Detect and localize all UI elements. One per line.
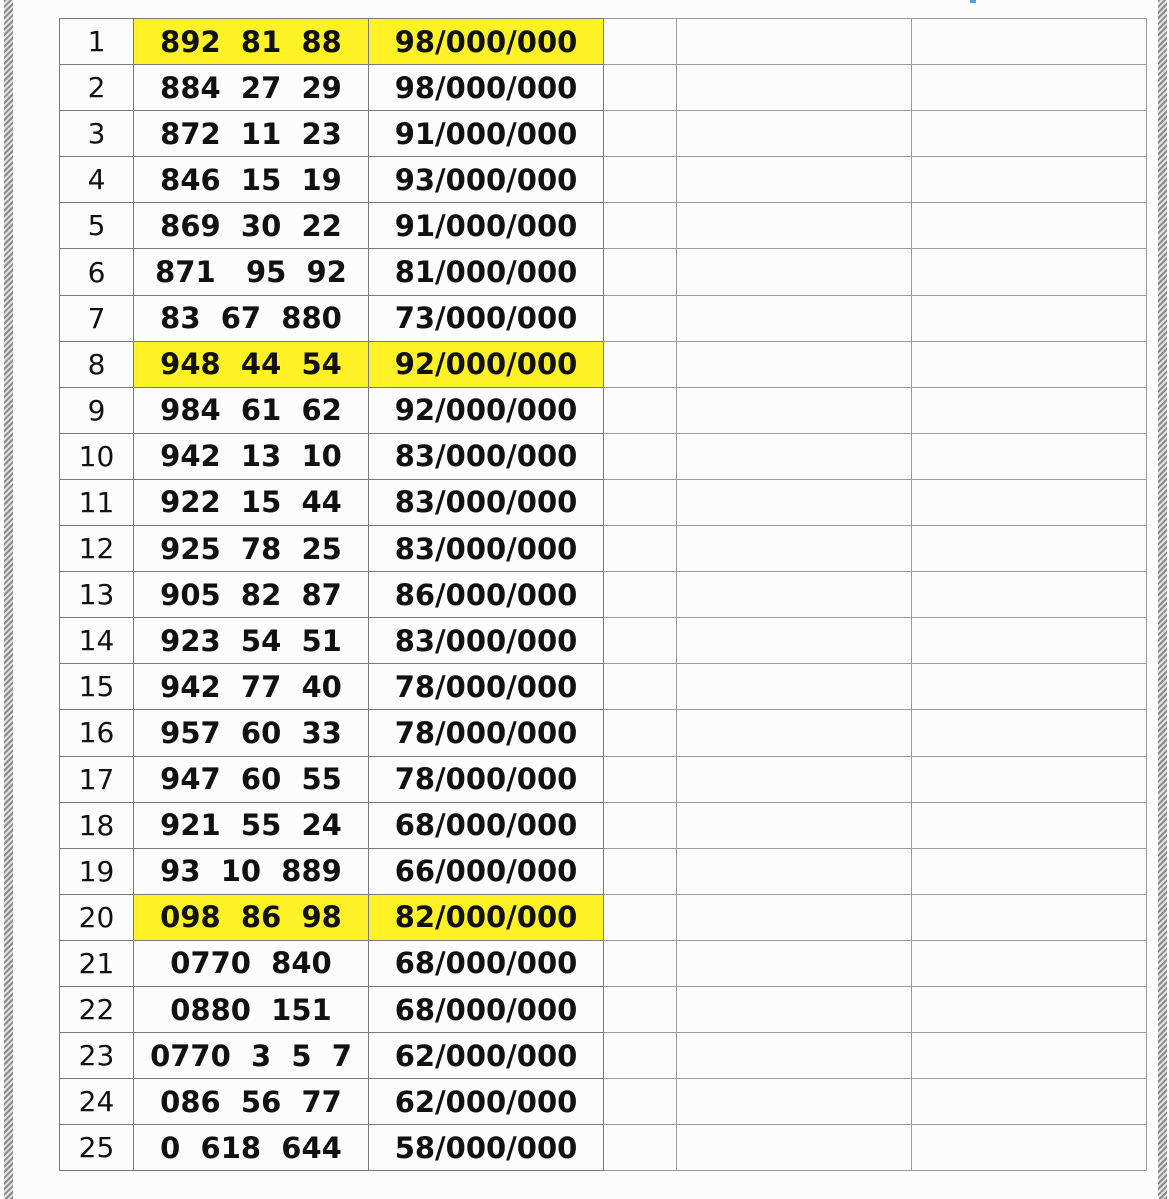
empty-cell <box>677 618 912 664</box>
table-row <box>60 848 1147 894</box>
price-cell: 58/000/000 <box>369 1125 604 1171</box>
phone-number-cell: 984 61 62 <box>134 387 369 433</box>
table-row <box>60 664 1147 710</box>
row-number-cell: 7 <box>60 295 134 341</box>
price-cell: 91/000/000 <box>369 203 604 249</box>
empty-cell <box>912 618 1147 664</box>
row-number-cell: 11 <box>60 479 134 525</box>
empty-cell <box>912 1125 1147 1171</box>
empty-cell <box>677 157 912 203</box>
phone-number-cell: 0770 840 <box>134 940 369 986</box>
table-row <box>60 618 1147 664</box>
phone-number-cell: 942 13 10 <box>134 433 369 479</box>
empty-cell <box>604 65 677 111</box>
row-number-cell: 19 <box>60 848 134 894</box>
empty-cell <box>604 387 677 433</box>
empty-cell <box>912 479 1147 525</box>
table-row <box>60 1033 1147 1079</box>
price-cell: 83/000/000 <box>369 618 604 664</box>
table-row <box>60 1125 1147 1171</box>
phone-number-cell: 922 15 44 <box>134 479 369 525</box>
empty-cell <box>912 1033 1147 1079</box>
empty-cell <box>677 1033 912 1079</box>
empty-cell <box>912 710 1147 756</box>
empty-cell <box>677 1125 912 1171</box>
row-number-cell: 23 <box>60 1033 134 1079</box>
empty-cell <box>604 341 677 387</box>
table-row <box>60 111 1147 157</box>
empty-cell <box>677 802 912 848</box>
price-table-body <box>60 19 1147 1171</box>
phone-number-cell: 0880 151 <box>134 986 369 1032</box>
row-number-cell: 1 <box>60 19 134 65</box>
phone-number-cell: 942 77 40 <box>134 664 369 710</box>
header-mark <box>970 0 976 3</box>
price-table <box>59 18 1147 1171</box>
empty-cell <box>677 756 912 802</box>
empty-cell <box>604 526 677 572</box>
row-number-cell: 2 <box>60 65 134 111</box>
empty-cell <box>604 894 677 940</box>
table-row <box>60 710 1147 756</box>
price-cell: 93/000/000 <box>369 157 604 203</box>
empty-cell <box>677 1079 912 1125</box>
empty-cell <box>604 433 677 479</box>
price-cell: 78/000/000 <box>369 710 604 756</box>
table-row <box>60 157 1147 203</box>
row-number-cell: 17 <box>60 756 134 802</box>
price-cell: 81/000/000 <box>369 249 604 295</box>
empty-cell <box>677 526 912 572</box>
table-row <box>60 756 1147 802</box>
phone-number-cell: 93 10 889 <box>134 848 369 894</box>
empty-cell <box>604 203 677 249</box>
empty-cell <box>604 295 677 341</box>
empty-cell <box>677 249 912 295</box>
empty-cell <box>604 572 677 618</box>
table-row <box>60 341 1147 387</box>
empty-cell <box>604 986 677 1032</box>
row-number-cell: 9 <box>60 387 134 433</box>
row-number-cell: 5 <box>60 203 134 249</box>
empty-cell <box>912 572 1147 618</box>
phone-number-cell: 884 27 29 <box>134 65 369 111</box>
table-row <box>60 479 1147 525</box>
empty-cell <box>677 848 912 894</box>
table-row <box>60 894 1147 940</box>
empty-cell <box>677 341 912 387</box>
row-number-cell: 12 <box>60 526 134 572</box>
price-cell: 73/000/000 <box>369 295 604 341</box>
empty-cell <box>604 802 677 848</box>
phone-number-cell: 947 60 55 <box>134 756 369 802</box>
empty-cell <box>677 65 912 111</box>
empty-cell <box>912 19 1147 65</box>
row-number-cell: 25 <box>60 1125 134 1171</box>
empty-cell <box>912 249 1147 295</box>
price-cell: 92/000/000 <box>369 341 604 387</box>
empty-cell <box>912 111 1147 157</box>
phone-number-cell: 098 86 98 <box>134 894 369 940</box>
row-number-cell: 14 <box>60 618 134 664</box>
empty-cell <box>604 710 677 756</box>
empty-cell <box>912 526 1147 572</box>
phone-number-cell: 83 67 880 <box>134 295 369 341</box>
phone-number-cell: 957 60 33 <box>134 710 369 756</box>
empty-cell <box>677 940 912 986</box>
phone-number-cell: 869 30 22 <box>134 203 369 249</box>
empty-cell <box>604 618 677 664</box>
row-number-cell: 22 <box>60 986 134 1032</box>
empty-cell <box>912 203 1147 249</box>
table-row <box>60 203 1147 249</box>
price-cell: 78/000/000 <box>369 756 604 802</box>
table-row <box>60 387 1147 433</box>
price-cell: 62/000/000 <box>369 1033 604 1079</box>
empty-cell <box>677 387 912 433</box>
empty-cell <box>912 894 1147 940</box>
empty-cell <box>912 664 1147 710</box>
table-row <box>60 433 1147 479</box>
table-row <box>60 295 1147 341</box>
row-number-cell: 8 <box>60 341 134 387</box>
empty-cell <box>912 295 1147 341</box>
price-cell: 83/000/000 <box>369 433 604 479</box>
phone-number-cell: 872 11 23 <box>134 111 369 157</box>
price-cell: 91/000/000 <box>369 111 604 157</box>
table-row <box>60 526 1147 572</box>
empty-cell <box>912 65 1147 111</box>
empty-cell <box>677 203 912 249</box>
empty-cell <box>604 1079 677 1125</box>
empty-cell <box>677 894 912 940</box>
table-row <box>60 940 1147 986</box>
phone-number-cell: 948 44 54 <box>134 341 369 387</box>
phone-number-cell: 892 81 88 <box>134 19 369 65</box>
price-cell: 66/000/000 <box>369 848 604 894</box>
table-row <box>60 802 1147 848</box>
price-cell: 68/000/000 <box>369 986 604 1032</box>
empty-cell <box>677 710 912 756</box>
price-cell: 98/000/000 <box>369 19 604 65</box>
table-row <box>60 986 1147 1032</box>
price-cell: 86/000/000 <box>369 572 604 618</box>
empty-cell <box>604 157 677 203</box>
empty-cell <box>912 756 1147 802</box>
empty-cell <box>677 295 912 341</box>
empty-cell <box>677 664 912 710</box>
price-cell: 83/000/000 <box>369 479 604 525</box>
row-number-cell: 16 <box>60 710 134 756</box>
table-row <box>60 1079 1147 1125</box>
empty-cell <box>677 19 912 65</box>
empty-cell <box>604 111 677 157</box>
row-number-cell: 13 <box>60 572 134 618</box>
empty-cell <box>604 1125 677 1171</box>
price-cell: 68/000/000 <box>369 940 604 986</box>
price-cell: 98/000/000 <box>369 65 604 111</box>
empty-cell <box>677 111 912 157</box>
row-number-cell: 10 <box>60 433 134 479</box>
price-cell: 92/000/000 <box>369 387 604 433</box>
empty-cell <box>912 341 1147 387</box>
empty-cell <box>604 664 677 710</box>
phone-number-cell: 0 618 644 <box>134 1125 369 1171</box>
phone-number-cell: 871 95 92 <box>134 249 369 295</box>
empty-cell <box>912 1079 1147 1125</box>
empty-cell <box>912 157 1147 203</box>
empty-cell <box>604 19 677 65</box>
table-row <box>60 65 1147 111</box>
empty-cell <box>912 848 1147 894</box>
table-row <box>60 249 1147 295</box>
empty-cell <box>677 572 912 618</box>
empty-cell <box>604 848 677 894</box>
empty-cell <box>604 479 677 525</box>
price-cell: 82/000/000 <box>369 894 604 940</box>
decorative-border-right <box>1158 0 1167 1199</box>
price-cell: 78/000/000 <box>369 664 604 710</box>
empty-cell <box>604 249 677 295</box>
price-cell: 62/000/000 <box>369 1079 604 1125</box>
row-number-cell: 21 <box>60 940 134 986</box>
phone-number-cell: 925 78 25 <box>134 526 369 572</box>
decorative-border-left <box>4 0 13 1199</box>
empty-cell <box>912 986 1147 1032</box>
phone-number-cell: 921 55 24 <box>134 802 369 848</box>
empty-cell <box>604 756 677 802</box>
row-number-cell: 15 <box>60 664 134 710</box>
phone-number-cell: 846 15 19 <box>134 157 369 203</box>
row-number-cell: 4 <box>60 157 134 203</box>
table-row <box>60 19 1147 65</box>
empty-cell <box>604 940 677 986</box>
row-number-cell: 6 <box>60 249 134 295</box>
empty-cell <box>912 387 1147 433</box>
empty-cell <box>912 802 1147 848</box>
price-cell: 68/000/000 <box>369 802 604 848</box>
empty-cell <box>677 986 912 1032</box>
price-cell: 83/000/000 <box>369 526 604 572</box>
row-number-cell: 18 <box>60 802 134 848</box>
phone-number-cell: 086 56 77 <box>134 1079 369 1125</box>
phone-number-cell: 0770 3 5 7 <box>134 1033 369 1079</box>
empty-cell <box>912 433 1147 479</box>
row-number-cell: 3 <box>60 111 134 157</box>
empty-cell <box>604 1033 677 1079</box>
row-number-cell: 24 <box>60 1079 134 1125</box>
empty-cell <box>677 479 912 525</box>
phone-number-cell: 923 54 51 <box>134 618 369 664</box>
row-number-cell: 20 <box>60 894 134 940</box>
table-row <box>60 572 1147 618</box>
empty-cell <box>677 433 912 479</box>
empty-cell <box>912 940 1147 986</box>
phone-number-cell: 905 82 87 <box>134 572 369 618</box>
